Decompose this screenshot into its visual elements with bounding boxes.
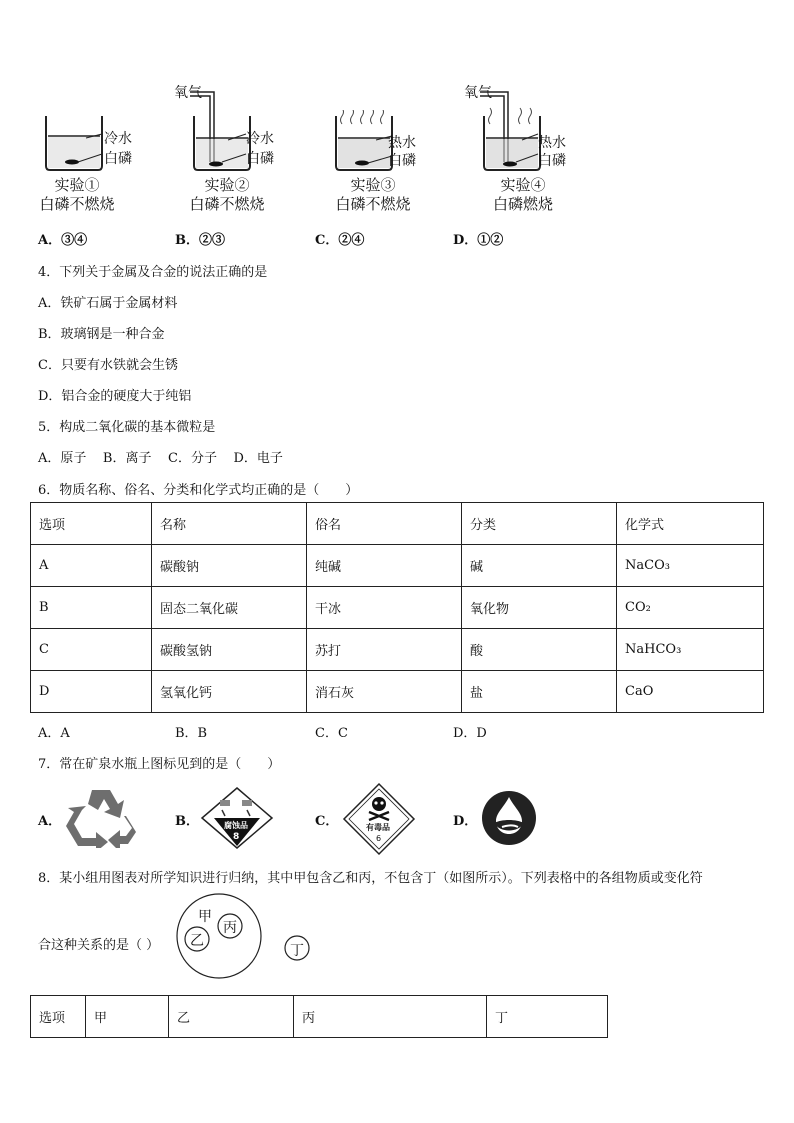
table-header-row	[31, 503, 764, 545]
table-header-cell: 甲	[86, 996, 169, 1038]
q3-option-a[interactable]: A．③④	[38, 233, 88, 248]
beaker-1-water-label: 冷水	[104, 131, 132, 147]
table-header-cell: 丙	[294, 996, 487, 1038]
experiment-1-name: 实验①	[54, 176, 100, 194]
q8-stem-continued: 合这种关系的是（ ）	[38, 938, 160, 953]
q8-table	[30, 995, 608, 1038]
q6-option-d[interactable]: D．D	[453, 726, 487, 741]
table-cell: 苏打	[307, 629, 462, 671]
beaker-2-oxygen-label: 氧气	[174, 85, 202, 101]
q4-option-d[interactable]: D．铝合金的硬度大于纯铝	[38, 389, 192, 404]
experiment-4-name: 实验④	[500, 176, 546, 194]
table-cell: NaHCO₃	[617, 629, 764, 671]
beaker-2-phosphorus-label: 白磷	[246, 151, 274, 167]
table-header-cell: 丁	[487, 996, 608, 1038]
q6-option-b[interactable]: B．B	[175, 726, 208, 741]
q5-options[interactable]: A．原子 B．离子 C．分子 D．电子	[38, 451, 283, 466]
beaker-4-diagram	[476, 82, 586, 172]
table-row	[31, 587, 764, 629]
corrosive-sign-text: 腐蚀品	[224, 821, 248, 830]
q7-stem: 7．常在矿泉水瓶上图标见到的是（ ）	[38, 757, 281, 772]
q6-table	[30, 502, 764, 713]
q4-option-a[interactable]: A．铁矿石属于金属材料	[38, 296, 178, 311]
table-header-cell: 选项	[31, 503, 152, 545]
table-cell: 消石灰	[307, 671, 462, 713]
q6-stem: 6．物质名称、俗名、分类和化学式均正确的是（ ）	[38, 483, 359, 498]
beaker-3-water-label: 热水	[388, 135, 416, 151]
q6-option-a[interactable]: A．A	[38, 726, 70, 741]
q4-option-c[interactable]: C．只要有水铁就会生锈	[38, 358, 178, 373]
experiment-2-result: 白磷不燃烧	[189, 195, 265, 213]
poison-sign-icon[interactable]	[342, 782, 416, 856]
q3-option-b[interactable]: B．②③	[175, 233, 225, 248]
q6-option-c[interactable]: C．C	[315, 726, 348, 741]
table-header-row	[31, 996, 608, 1038]
water-saving-icon[interactable]	[480, 789, 538, 847]
table-cell: 干冰	[307, 587, 462, 629]
beaker-4-phosphorus-label: 白磷	[538, 153, 566, 169]
beaker-4-oxygen-label: 氧气	[464, 85, 492, 101]
table-cell: 碱	[462, 545, 617, 587]
table-cell: CaO	[617, 671, 764, 713]
q3-option-c[interactable]: C．②④	[315, 233, 365, 248]
table-cell: NaCO₃	[617, 545, 764, 587]
table-cell: A	[31, 545, 152, 587]
beaker-2-diagram	[186, 82, 296, 172]
table-cell: D	[31, 671, 152, 713]
table-cell: 纯碱	[307, 545, 462, 587]
table-cell: 碳酸氢钠	[152, 629, 307, 671]
table-row	[31, 671, 764, 713]
q4-option-b[interactable]: B．玻璃钢是一种合金	[38, 327, 165, 342]
beaker-3-diagram	[328, 110, 438, 172]
beaker-3-phosphorus-label: 白磷	[388, 153, 416, 169]
table-row	[31, 545, 764, 587]
table-header-cell: 化学式	[617, 503, 764, 545]
diagram-label-bing: 丙	[223, 920, 237, 936]
experiment-1-result: 白磷不燃烧	[39, 195, 115, 213]
table-header-cell: 乙	[169, 996, 294, 1038]
diagram-label-yi: 乙	[190, 933, 204, 949]
table-header-cell: 选项	[31, 996, 86, 1038]
poison-sign-text: 有毒品	[366, 823, 390, 832]
table-cell: 固态二氧化碳	[152, 587, 307, 629]
table-cell: 氧化物	[462, 587, 617, 629]
corrosive-sign-number: 8	[233, 832, 240, 842]
diagram-label-ding: 丁	[290, 943, 304, 959]
table-cell: CO₂	[617, 587, 764, 629]
table-cell: B	[31, 587, 152, 629]
table-header-cell: 名称	[152, 503, 307, 545]
table-cell: 碳酸钠	[152, 545, 307, 587]
table-cell: C	[31, 629, 152, 671]
q8-stem: 8．某小组用图表对所学知识进行归纳，其中甲包含乙和丙，不包含丁（如图所示）。下列表格中的各组物质或变化符	[38, 871, 703, 886]
experiment-3-name: 实验③	[350, 176, 396, 194]
q7-option-c[interactable]: C．	[315, 814, 339, 829]
q4-stem: 4．下列关于金属及合金的说法正确的是	[38, 265, 268, 280]
beaker-2-water-label: 冷水	[246, 131, 274, 147]
q3-option-d[interactable]: D．①②	[453, 233, 504, 248]
beaker-4-water-label: 热水	[538, 135, 566, 151]
table-header-cell: 分类	[462, 503, 617, 545]
experiment-2-name: 实验②	[204, 176, 250, 194]
recycle-icon[interactable]	[62, 786, 140, 848]
beaker-1-phosphorus-label: 白磷	[104, 151, 132, 167]
q5-stem: 5．构成二氧化碳的基本微粒是	[38, 420, 216, 435]
table-cell: 酸	[462, 629, 617, 671]
q7-option-d[interactable]: D．	[453, 814, 478, 829]
table-cell: 氢氧化钙	[152, 671, 307, 713]
table-row	[31, 629, 764, 671]
experiment-4-result: 白磷燃烧	[492, 195, 553, 213]
q7-option-b[interactable]: B．	[175, 814, 199, 829]
poison-sign-number: 6	[376, 834, 382, 843]
table-cell: 盐	[462, 671, 617, 713]
experiment-3-result: 白磷不燃烧	[335, 195, 411, 213]
table-header-cell: 俗名	[307, 503, 462, 545]
diagram-label-jia: 甲	[198, 909, 212, 925]
q7-option-a[interactable]: A．	[38, 814, 62, 829]
